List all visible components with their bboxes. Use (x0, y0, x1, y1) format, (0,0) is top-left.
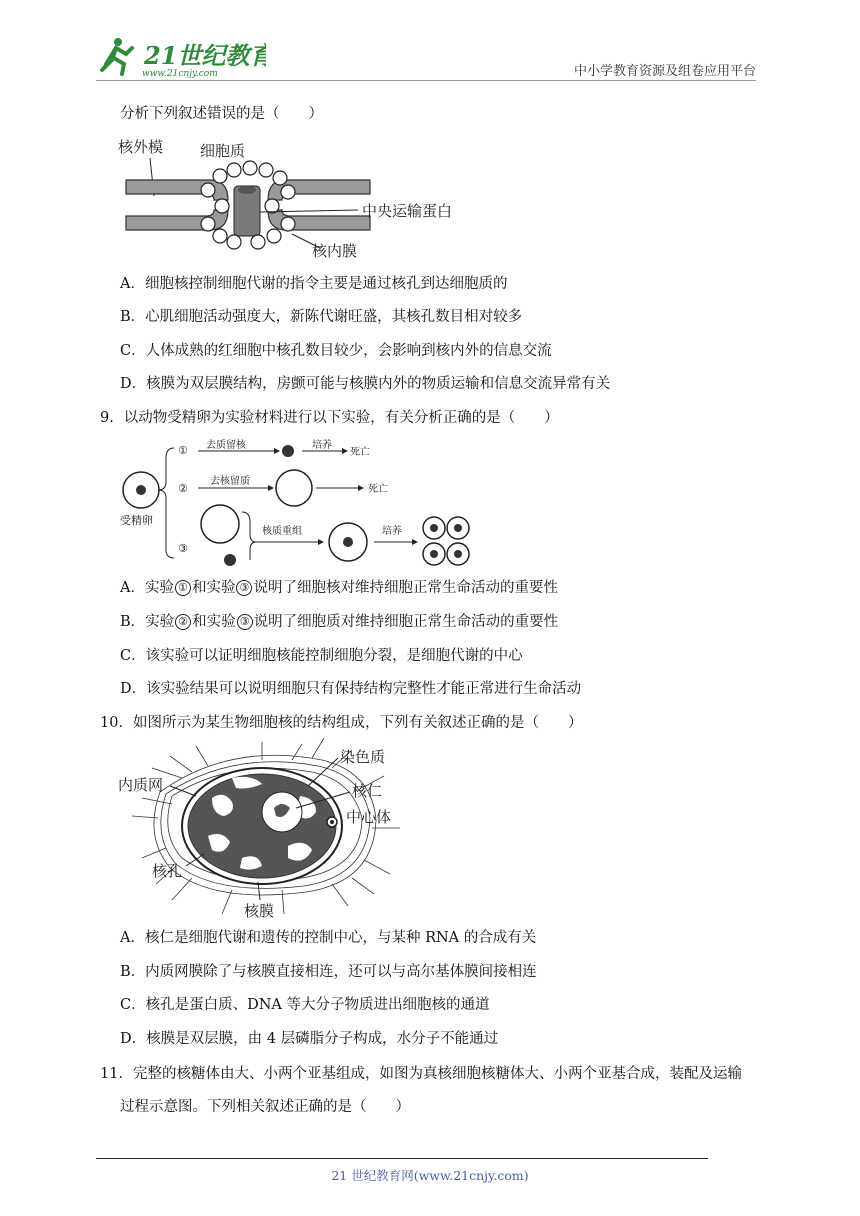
q10-option-d: D．核膜是双层膜，由 4 层磷脂分子构成，水分子不能通过 (120, 1031, 499, 1047)
q9-option-b: B．实验 ② 和实验 ③ 说明了细胞质对维持细胞正常生命活动的重要性 (120, 614, 559, 630)
q8-option-c: C．人体成熟的红细胞中核孔数目较少，会影响到核内外的信息交流 (120, 343, 552, 359)
q10-stem: 10．如图所示为某生物细胞核的结构组成，下列有关叙述正确的是（ ） (100, 715, 583, 731)
footer-divider (96, 1158, 708, 1159)
q11-stem-line2: 过程示意图。下列相关叙述正确的是（ ） (120, 1099, 410, 1115)
step-remove-nucleus: 去核留质 (210, 476, 250, 487)
footer-text: 21 世纪教育网(www.21cnjy.com) (331, 1168, 529, 1183)
q10-option-c: C．核孔是蛋白质、DNA 等大分子物质进出细胞核的通道 (120, 997, 490, 1013)
label-inner-membrane: 核内膜 (312, 242, 358, 260)
label-nuclear-envelope: 核膜 (244, 902, 275, 920)
label-centrosome: 中心体 (346, 808, 392, 826)
logo-url: www.21cnjy.com (142, 69, 218, 79)
label-cytoplasm: 细胞质 (200, 142, 246, 160)
step-culture-3: 培养 (382, 526, 402, 537)
exp-3-marker: ③ (178, 542, 188, 555)
exp-2-marker: ② (178, 482, 188, 495)
q9-stem: 9．以动物受精卵为实验材料进行以下实验，有关分析正确的是（ ） (100, 410, 559, 426)
result-death-1: 死亡 (350, 447, 370, 458)
q8-option-b: B．心肌细胞活动强度大，新陈代谢旺盛，其核孔数目相对较多 (120, 309, 523, 325)
label-nucleolus: 核仁 (352, 782, 383, 800)
site-logo (96, 34, 266, 82)
q9-option-c: C．该实验可以证明细胞核能控制细胞分裂，是细胞代谢的中心 (120, 648, 523, 664)
q9-option-d: D．该实验结果可以说明细胞只有保持结构完整性才能正常进行生命活动 (120, 681, 582, 697)
q10-nucleus-figure (112, 738, 422, 928)
runner-icon (102, 38, 132, 74)
q8-nuclear-pore-figure (110, 134, 490, 268)
q8-option-a: A．细胞核控制细胞代谢的指令主要是通过核孔到达细胞质的 (120, 276, 508, 292)
label-outer-membrane: 核外模 (118, 138, 164, 156)
label-chromatin: 染色质 (340, 748, 386, 766)
result-death-2: 死亡 (368, 484, 388, 495)
q9-option-a: A．实验 ① 和实验 ③ 说明了细胞核对维持细胞正常生命活动的重要性 (120, 580, 558, 596)
step-culture-1: 培养 (312, 440, 332, 451)
exp-1-marker: ① (178, 444, 188, 457)
q10-option-b: B．内质网膜除了与核膜直接相连，还可以与高尔基体膜间接相连 (120, 964, 537, 980)
header-divider (96, 80, 756, 81)
q8-option-d: D．核膜为双层膜结构，房颤可能与核膜内外的物质运输和信息交流异常有关 (120, 376, 611, 392)
q10-option-a: A．核仁是细胞代谢和遗传的控制中心，与某种 RNA 的合成有关 (120, 930, 537, 946)
label-central-transport-protein: 中央运输蛋白 (362, 202, 453, 220)
q11-stem-line1: 11．完整的核糖体由大、小两个亚基组成，如图为真核细胞核糖体大、小两个亚基合成，装配及运输 (100, 1066, 742, 1082)
q8-stem: 分析下列叙述错误的是（ ） (120, 106, 323, 122)
logo-text: 21世纪教育 (144, 41, 266, 70)
step-recombine: 核质重组 (262, 526, 302, 537)
step-remove-cytoplasm: 去质留核 (206, 440, 246, 451)
label-er: 内质网 (118, 776, 164, 794)
q9-experiment-figure (112, 438, 492, 576)
label-fertilized-egg: 受精卵 (120, 514, 153, 527)
header-platform-text: 中小学教育资源及组卷应用平台 (573, 64, 756, 79)
label-nuclear-pore: 核孔 (152, 862, 183, 880)
